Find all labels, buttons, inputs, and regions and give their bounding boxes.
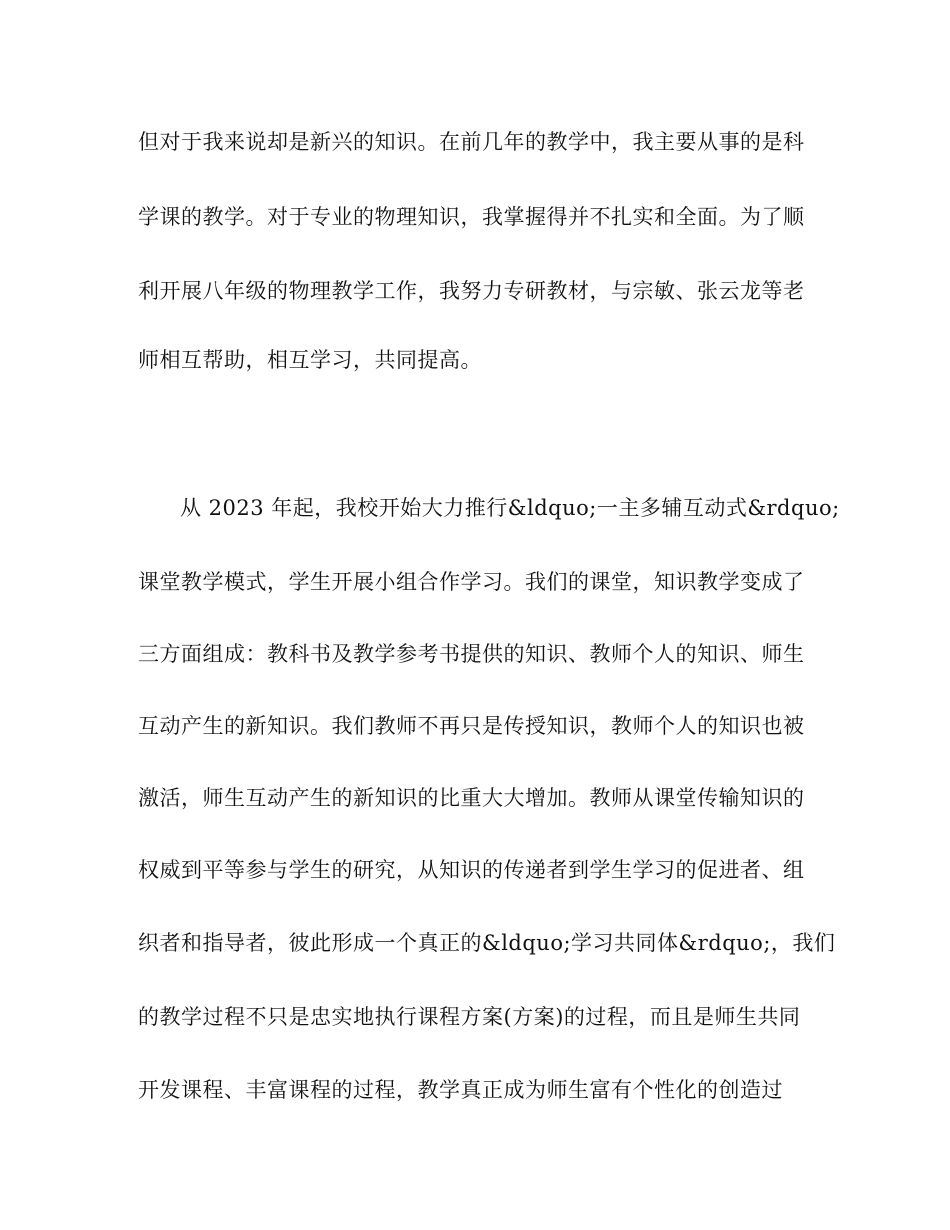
text-line: 学课的教学。对于专业的物理知识，我掌握得并不扎实和全面。为了顺 bbox=[138, 205, 805, 229]
text-line: 师相互帮助，相互学习，共同提高。 bbox=[138, 348, 482, 372]
text-line: 课堂教学模式，学生开展小组合作学习。我们的课堂，知识教学变成了 bbox=[138, 570, 805, 594]
text-line: 三方面组成：教科书及教学参考书提供的知识、教师个人的知识、师生 bbox=[138, 642, 805, 666]
text-line: 从 2023 年起，我校开始大力推行&ldquo;一主多辅互动式&rdquo; bbox=[180, 496, 840, 520]
text-line: 但对于我来说却是新兴的知识。在前几年的教学中，我主要从事的是科 bbox=[138, 130, 805, 154]
text-line: 互动产生的新知识。我们教师不再只是传授知识，教师个人的知识也被 bbox=[138, 714, 805, 738]
text-line: 权威到平等参与学生的研究，从知识的传递者到学生学习的促进者、组 bbox=[138, 858, 805, 882]
text-line: 的教学过程不只是忠实地执行课程方案(方案)的过程，而且是师生共同 bbox=[138, 1005, 801, 1029]
text-line: 织者和指导者，彼此形成一个真正的&ldquo;学习共同体&rdquo;，我们 bbox=[138, 931, 836, 955]
text-line: 开发课程、丰富课程的过程，教学真正成为师生富有个性化的创造过 bbox=[138, 1078, 783, 1102]
text-line: 利开展八年级的物理教学工作，我努力专研教材，与宗敏、张云龙等老 bbox=[138, 279, 805, 303]
text-line: 激活，师生互动产生的新知识的比重大大增加。教师从课堂传输知识的 bbox=[138, 786, 805, 810]
